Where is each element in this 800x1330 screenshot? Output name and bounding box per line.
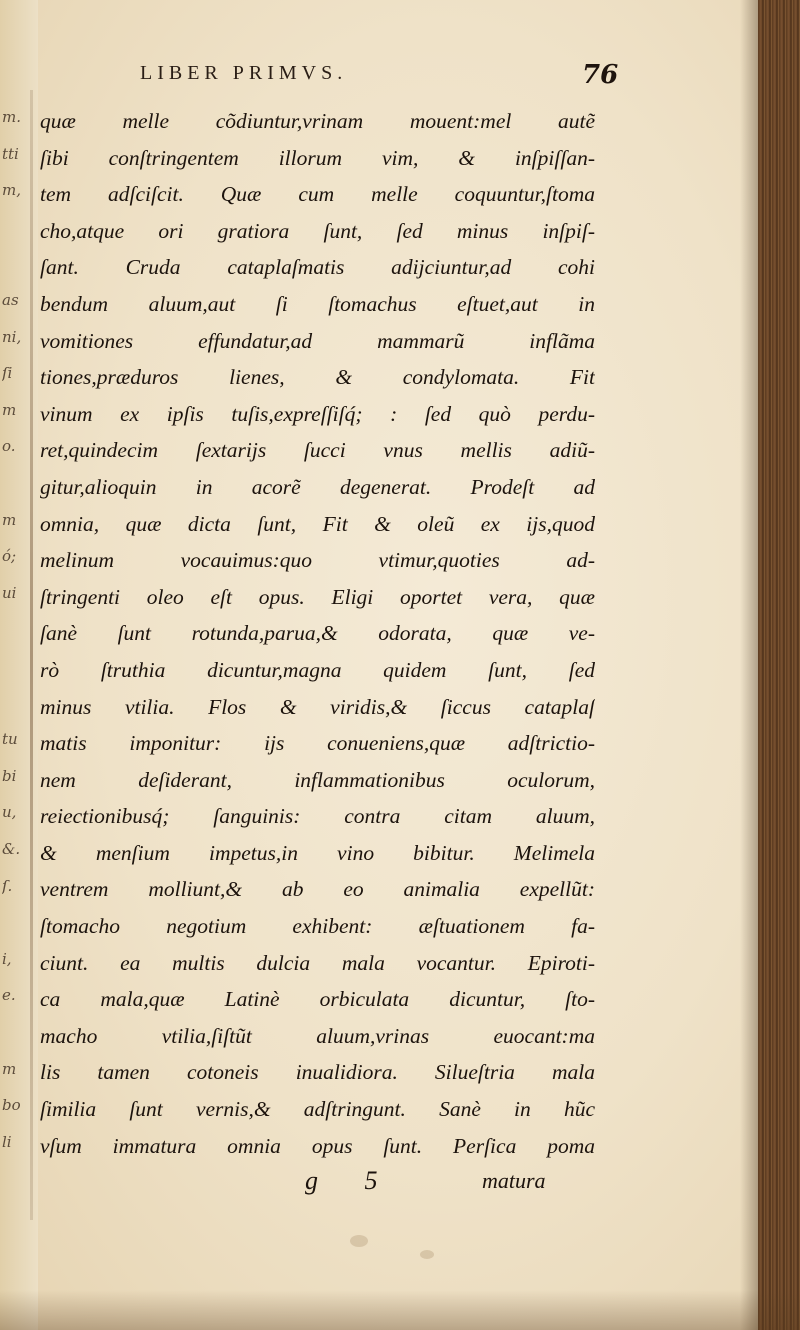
text-line: reiectionibusq́; ſanguinis: contra citam aluum, [40, 804, 595, 829]
paper-stain [420, 1250, 434, 1259]
bleed-through-fragment: m [2, 400, 17, 419]
bleed-through-fragment: m. [2, 108, 21, 126]
text-line: & menſium impetus,in vino bibitur. Melimela [40, 840, 595, 865]
text-line: ſant. Cruda cataplaſmatis adijciuntur,ad cohi [40, 255, 595, 280]
book-fore-edge [758, 0, 800, 1330]
bleed-through-fragment: bo [2, 1096, 21, 1115]
text-line: ventrem molliunt,& ab eo animalia expellũt: [40, 877, 595, 902]
text-line: minus vtilia. Flos & viridis,& ſiccus cataplaſ [40, 694, 595, 719]
running-head: LIBER PRIMVS. [140, 62, 348, 84]
text-line: ſimilia ſunt vernis,& adſtringunt. Sanè in hũc [40, 1097, 595, 1122]
bleed-through-fragment: tti [2, 144, 19, 163]
text-line: ca mala,quæ Latinè orbiculata dicuntur, ſto- [40, 987, 595, 1012]
text-line: vinum ex ipſis tuſis,expreſſiſq́; : ſed quò perdu- [40, 401, 595, 426]
text-line: ſanè ſunt rotunda,parua,& odorata, quæ ve- [40, 621, 595, 646]
catchword: matura [482, 1168, 546, 1193]
text-line: ciunt. ea multis dulcia mala vocantur. Epiroti- [40, 950, 595, 975]
text-line: tem adſciſcit. Quæ cum melle coquuntur,ſtoma [40, 182, 595, 207]
bleed-through-fragment: ui [2, 583, 17, 602]
text-line: macho vtilia,ſiſtũt aluum,vrinas euocant:ma [40, 1023, 595, 1048]
text-line: melinum vocauimus:quo vtimur,quoties ad- [40, 548, 595, 573]
text-line: bendum aluum,aut ſi ſtomachus eſtuet,aut in [40, 291, 595, 316]
bleed-through-fragment: ſ. [2, 876, 13, 895]
paper-stain [350, 1235, 368, 1247]
bottom-shadow [0, 1290, 800, 1330]
text-line: lis tamen cotoneis inualidiora. Silueſtria mala [40, 1060, 595, 1085]
text-line: cho,atque ori gratiora ſunt, ſed minus inſpiſ- [40, 218, 595, 243]
bleed-through-fragment: tu [2, 730, 18, 749]
bleed-through-fragment: m [2, 510, 17, 529]
text-line: matis imponitur: ijs conueniens,quæ adſtrictio- [40, 731, 595, 756]
bleed-through-fragment: as [2, 291, 19, 309]
text-line: ret,quindecim ſextarijs ſucci vnus mellis adiũ- [40, 438, 595, 463]
bleed-through-fragment: m [2, 1059, 17, 1078]
text-line: ſtomacho negotium exhibent: æſtuationem fa- [40, 914, 595, 939]
text-line: ſtringenti oleo eſt opus. Eligi oportet vera, quæ [40, 584, 595, 609]
fore-edge-shadow [740, 0, 758, 1330]
bleed-through-fragment: e. [2, 986, 16, 1005]
bleed-through-fragment: bi [2, 766, 17, 785]
text-line: vſum immatura omnia opus ſunt. Perſica poma [40, 1133, 595, 1158]
bleed-through-fragment: ni, [2, 327, 22, 346]
text-line: omnia, quæ dicta ſunt, Fit & oleũ ex ijs,quod [40, 511, 595, 536]
bleed-through-fragment: i, [2, 949, 12, 968]
text-line: gitur,alioquin in acorẽ degenerat. Prodeſt ad [40, 474, 595, 499]
bleed-through-fragment: u, [2, 803, 17, 822]
bleed-through-fragment: m, [2, 181, 21, 200]
gutter-fold [30, 90, 33, 1220]
text-line: nem deſiderant, inflammationibus oculorum, [40, 767, 595, 792]
text-line: ſibi conſtringentem illorum vim, & inſpiſſan- [40, 145, 595, 170]
bleed-through-fragment: &. [2, 840, 21, 858]
text-line: vomitiones effundatur,ad mammarũ inflãma [40, 328, 595, 353]
bleed-through-fragment: o. [2, 437, 16, 456]
signature-mark: g 5 [305, 1166, 398, 1195]
text-line: quæ melle cõdiuntur,vrinam mouent:mel autẽ [40, 109, 595, 133]
bleed-through-fragment: ó; [2, 547, 17, 566]
main-text-block [40, 103, 595, 1164]
bleed-through-fragment: ſi [2, 364, 13, 383]
text-line: tiones,præduros lienes, & condylomata. Fit [40, 365, 595, 390]
text-line: rò ſtruthia dicuntur,magna quidem ſunt, ſed [40, 657, 595, 682]
bleed-through-fragment: li [2, 1132, 12, 1151]
folio-number: 76 [582, 60, 619, 90]
